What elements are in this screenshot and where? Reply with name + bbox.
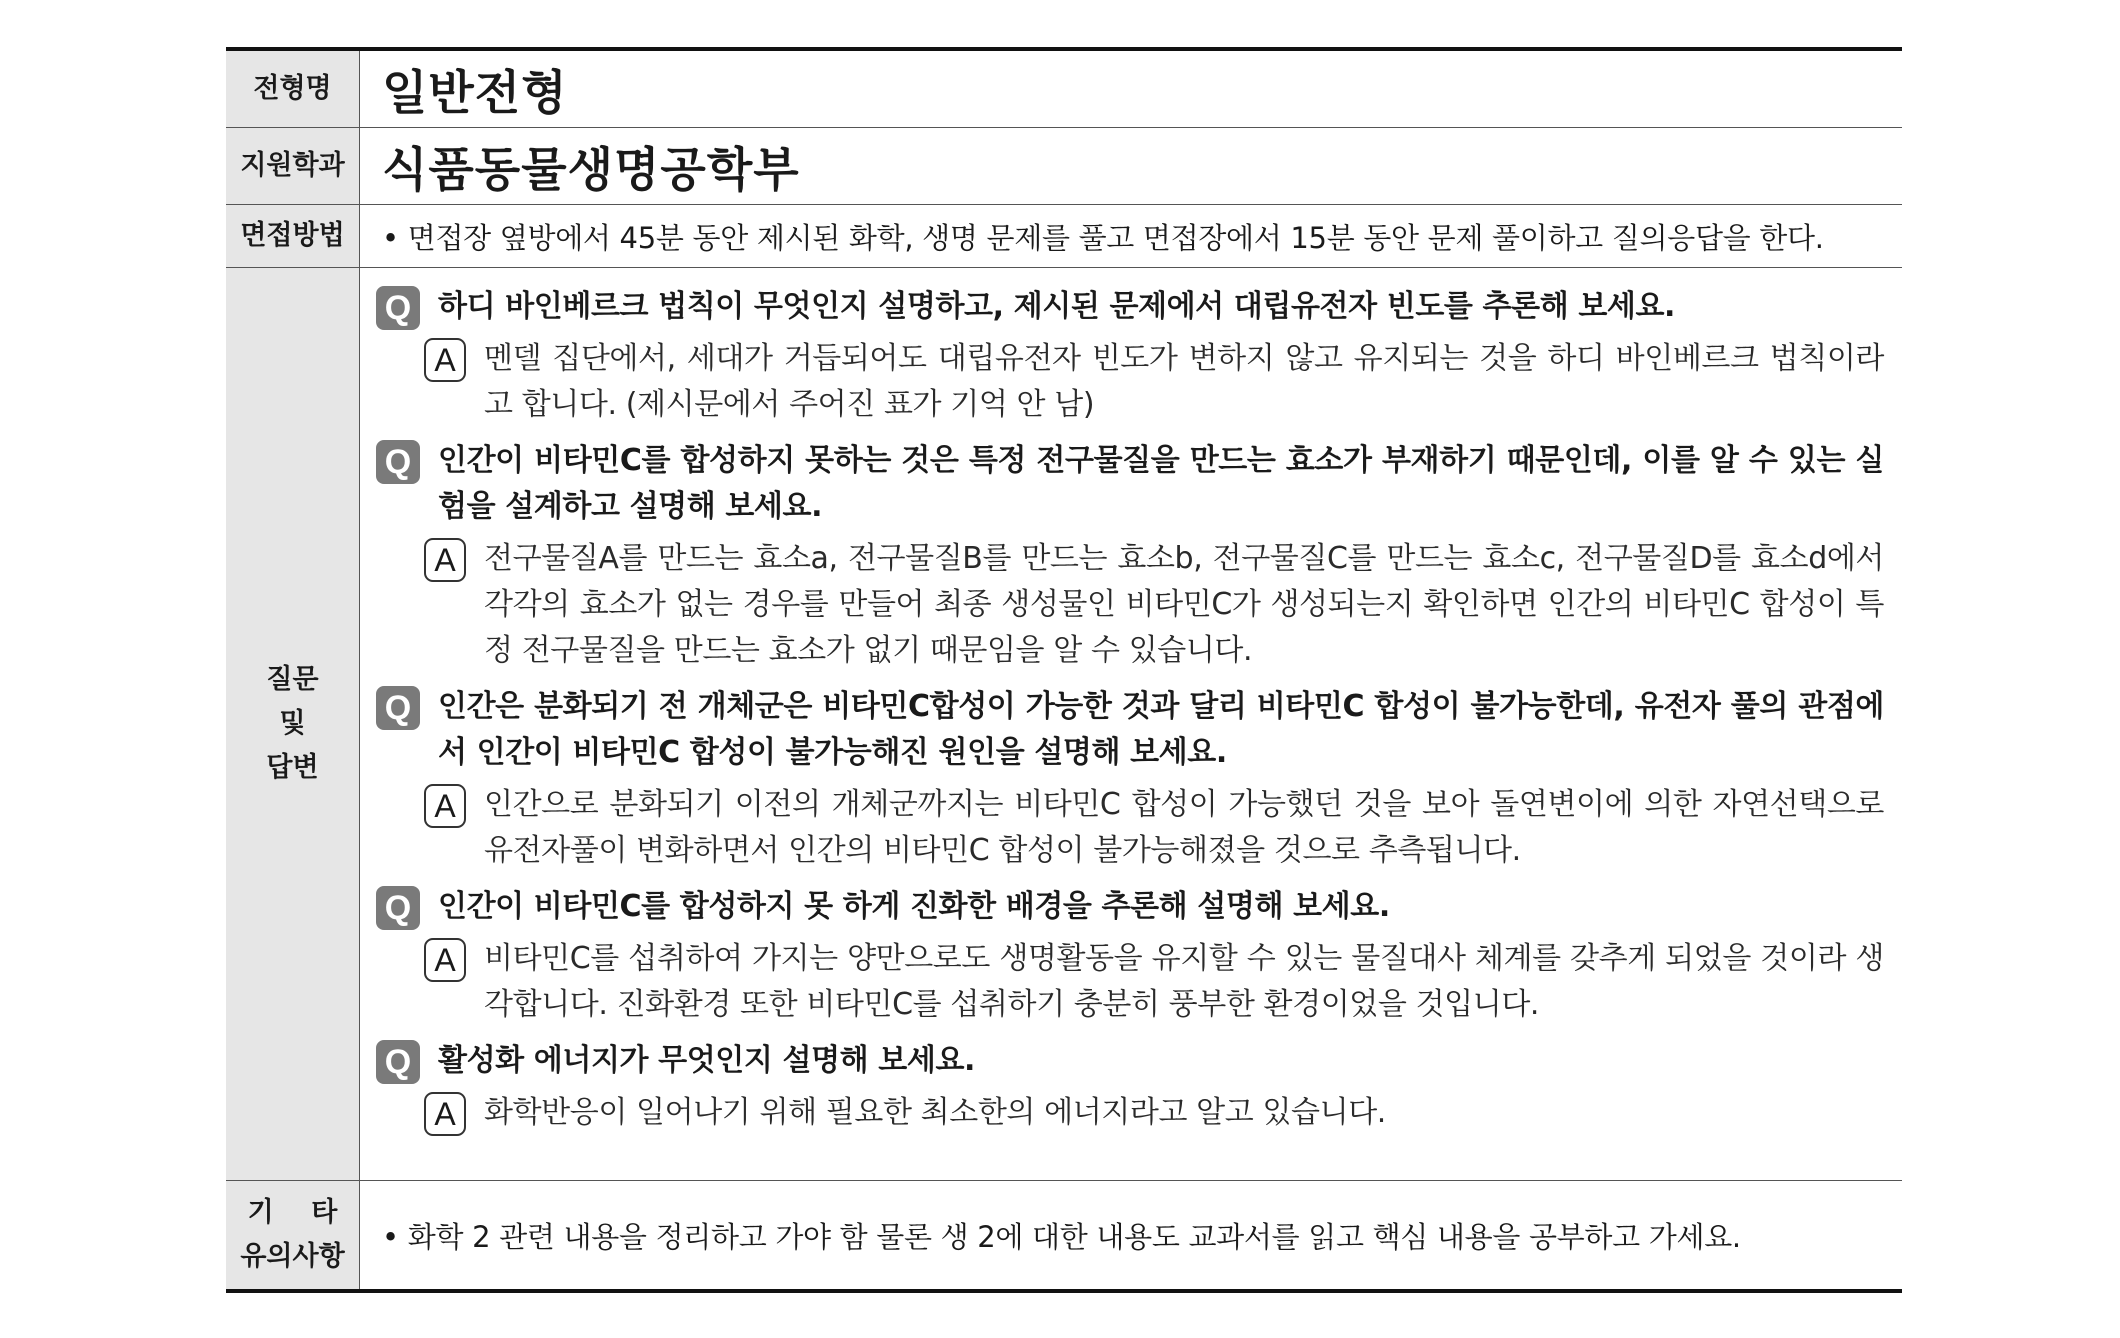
question-text: 활성화 에너지가 무엇인지 설명해 보세요. [438,1043,976,1078]
a-badge-icon: A [424,538,466,582]
question-item [376,284,1884,330]
q-badge-icon: Q [376,1040,420,1084]
other-notes-value: • 화학 2 관련 내용을 정리하고 가야 함 물론 생 2에 대한 내용도 교과서를 읽고 핵심 내용을 공부하고 가세요. [382,1219,1741,1254]
q-badge-icon: Q [376,440,420,484]
row-department [226,128,1902,205]
label-questions-answers [226,268,360,1180]
cell-admission-type [360,51,1902,127]
interview-info-table [226,47,1902,1293]
row-questions-answers [226,268,1902,1181]
label-qa-line-1: 질문 [266,664,319,695]
question-text: 인간이 비타민C를 합성하지 못 하게 진화한 배경을 추론해 설명해 보세요. [438,889,1390,924]
answer-item [424,782,1884,874]
label-other-notes [226,1181,360,1289]
department-value: 식품동물생명공학부 [382,142,800,198]
question-text: 인간이 비타민C를 합성하지 못하는 것은 특정 전구물질을 만드는 효소가 부재하기 때문인데, 이를 알 수 있는 실험을 설계하고 설명해 보세요. [438,443,1884,524]
qa-list [360,268,1902,1180]
row-other-notes [226,1181,1902,1289]
answer-text: 멘델 집단에서, 세대가 거듭되어도 대립유전자 빈도가 변하지 않고 유지되는 것을 하디 바인베르크 법칙이라고 합니다. (제시문에서 주어진 표가 기억 안 남) [484,341,1884,422]
answer-text: 전구물질A를 만드는 효소a, 전구물질B를 만드는 효소b, 전구물질C를 만드는 효소c, 전구물질D를 효소d에서 각각의 효소가 없는 경우를 만들어 최종 생성물인 비타민C가 생성되는지 확인하면 인간의 비타민C 합성이 특정 전구물질을 만드는 효소가 없기 때문임을 알 수 있습니다. [484,541,1884,668]
label-qa-line-3: 답변 [266,752,319,783]
label-qa-line-2: 및 [279,708,306,739]
q-badge-icon: Q [376,886,420,930]
question-item [376,684,1884,776]
a-badge-icon: A [424,338,466,382]
question-item [376,884,1884,930]
row-admission-type [226,51,1902,128]
cell-department [360,128,1902,204]
label-etc-line-2: 유의사항 [240,1241,345,1272]
answer-item [424,336,1884,428]
answer-text: 비타민C를 섭취하여 가지는 양만으로도 생명활동을 유지할 수 있는 물질대사 체계를 갖추게 되었을 것이라 생각합니다. 진화환경 또한 비타민C를 섭취하기 충분히 풍부한 환경이었을 것입니다. [484,941,1884,1022]
question-text: 하디 바인베르크 법칙이 무엇인지 설명하고, 제시된 문제에서 대립유전자 빈도를 추론해 보세요. [438,289,1676,324]
question-text: 인간은 분화되기 전 개체군은 비타민C합성이 가능한 것과 달리 비타민C 합성이 불가능한데, 유전자 풀의 관점에서 인간이 비타민C 합성이 불가능해진 원인을 설명해 보세요. [438,689,1884,770]
label-etc-line-1: 기 타 [247,1197,338,1228]
label-department: 지원학과 [226,128,360,204]
answer-item [424,536,1884,674]
question-item [376,438,1884,530]
cell-other-notes [360,1181,1902,1289]
answer-item [424,1090,1884,1136]
row-interview-method [226,205,1902,268]
a-badge-icon: A [424,784,466,828]
answer-text: 화학반응이 일어나기 위해 필요한 최소한의 에너지라고 알고 있습니다. [484,1095,1386,1130]
interview-method-value: • 면접장 옆방에서 45분 동안 제시된 화학, 생명 문제를 풀고 면접장에서 15분 동안 문제 풀이하고 질의응답을 한다. [382,220,1824,255]
label-interview-method: 면접방법 [226,205,360,267]
q-badge-icon: Q [376,686,420,730]
a-badge-icon: A [424,938,466,982]
question-item [376,1038,1884,1084]
admission-type-value: 일반전형 [382,65,568,121]
answer-item [424,936,1884,1028]
q-badge-icon: Q [376,286,420,330]
answer-text: 인간으로 분화되기 이전의 개체군까지는 비타민C 합성이 가능했던 것을 보아 돌연변이에 의한 자연선택으로 유전자풀이 변화하면서 인간의 비타민C 합성이 불가능해졌을 것으로 추측됩니다. [484,787,1884,868]
cell-interview-method [360,205,1902,267]
label-admission-type: 전형명 [226,51,360,127]
a-badge-icon: A [424,1092,466,1136]
